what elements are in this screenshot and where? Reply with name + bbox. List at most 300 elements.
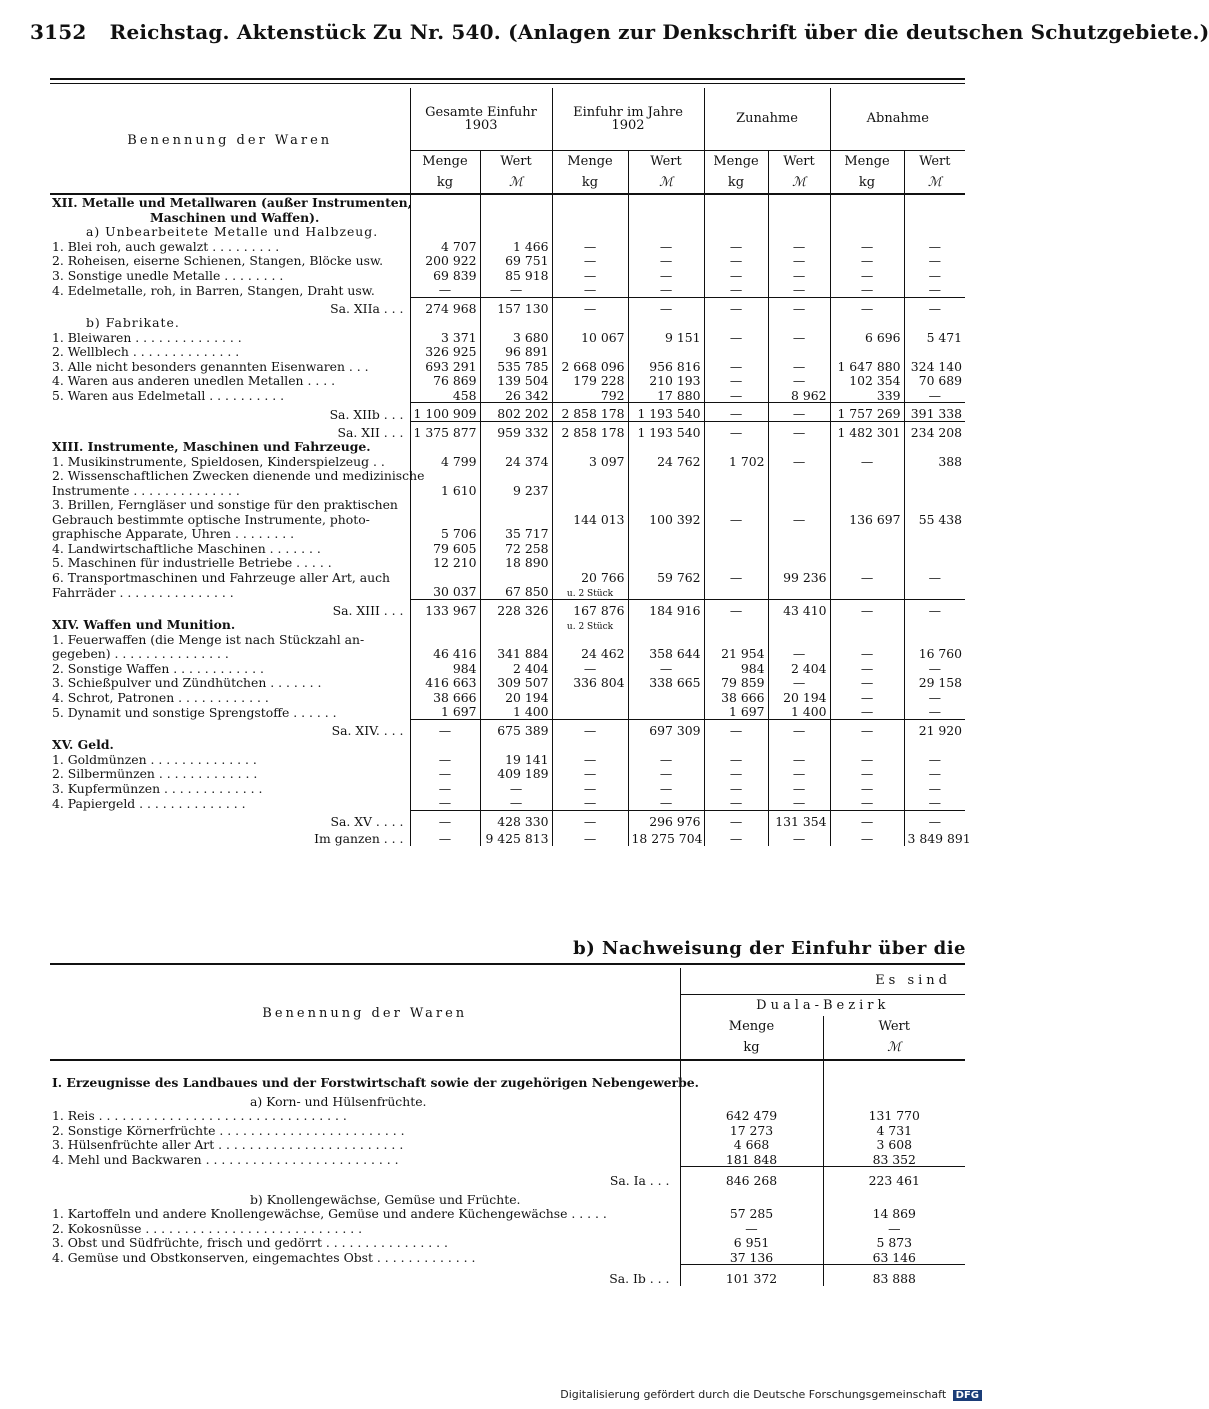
cell-value: — (704, 330, 768, 345)
cell-value (704, 315, 768, 330)
cell-value (768, 224, 830, 239)
cell-value: — (704, 512, 768, 527)
cell-value: — (768, 719, 830, 737)
table-row (50, 512, 965, 527)
cell-value: 30 037 (410, 584, 480, 599)
cell-value: 1 702 (704, 454, 768, 469)
cell-value: — (768, 795, 830, 810)
section-row (50, 737, 965, 752)
cell-value: 675 389 (480, 719, 552, 737)
cell-value: 409 189 (480, 766, 552, 781)
cell-value (628, 690, 704, 705)
cell-value: — (410, 810, 480, 828)
table-row (50, 268, 965, 283)
cell-value: 76 869 (410, 373, 480, 388)
cell-value: 1 697 (704, 704, 768, 719)
cell-value: — (830, 599, 904, 617)
cell-value: — (628, 781, 704, 796)
table-row (50, 483, 965, 498)
goods-label: 4. Landwirtschaftliche Maschinen . . . . . . . (52, 540, 321, 556)
cell-value (480, 632, 552, 647)
cell-value: — (768, 253, 830, 268)
goods-label: 2. Sonstige Körnerfrüchte . . . . . . . . . . . . . . . . . . . . . . . . (52, 1122, 405, 1138)
cell-value: 4 731 (823, 1123, 965, 1138)
cell-value: 296 976 (628, 810, 704, 828)
cell-value (904, 737, 965, 752)
cell-value: 1 400 (768, 704, 830, 719)
cell-value: — (552, 297, 628, 315)
cell-value: 324 140 (904, 359, 965, 374)
cell-value: — (628, 297, 704, 315)
goods-label: 3. Kupfermünzen . . . . . . . . . . . . . (52, 780, 263, 796)
cell-value: — (768, 282, 830, 297)
cell-value (830, 632, 904, 647)
subtotal-row (50, 1167, 965, 1188)
cell-value: — (768, 330, 830, 345)
cell-value: — (704, 828, 768, 846)
val-unit: ℳ (628, 172, 704, 194)
cell-value (768, 617, 830, 632)
cell-value (704, 617, 768, 632)
val-unit: ℳ (480, 172, 552, 194)
table-row (50, 1206, 965, 1221)
cell-value: 234 208 (904, 421, 965, 439)
cell-value (410, 194, 480, 210)
cell-value: 79 859 (704, 675, 768, 690)
table-row (50, 661, 965, 676)
cell-value (704, 737, 768, 752)
table-row (50, 704, 965, 719)
cell-value: 846 268 (680, 1167, 823, 1188)
qty-label: Menge (552, 150, 628, 172)
cell-value (768, 439, 830, 454)
cell-value (480, 315, 552, 330)
table-row (50, 468, 965, 483)
cell-value: — (768, 454, 830, 469)
cell-value: 96 891 (480, 344, 552, 359)
table-row (50, 239, 965, 254)
cell-value (768, 483, 830, 498)
cell-value: — (704, 388, 768, 403)
cell-value (823, 1060, 965, 1090)
cell-value: 100 392 (628, 512, 704, 527)
cell-value (904, 468, 965, 483)
cell-value: — (704, 373, 768, 388)
cell-value: 63 146 (823, 1250, 965, 1265)
table-row (50, 1123, 965, 1138)
cell-value (552, 526, 628, 541)
cell-value: 133 967 (410, 599, 480, 617)
group-header-decrease: Abnahme (830, 88, 965, 150)
cell-value (768, 555, 830, 570)
cell-value (704, 439, 768, 454)
cell-value (628, 541, 704, 556)
cell-value (410, 570, 480, 585)
table-row (50, 766, 965, 781)
table-row (50, 315, 965, 330)
goods-label: Sa. XIIb . . . (329, 406, 404, 422)
qty-label: Menge (704, 150, 768, 172)
goods-label: Instrumente . . . . . . . . . . . . . . (52, 482, 240, 498)
cell-value (480, 497, 552, 512)
cell-value: — (768, 268, 830, 283)
group-header-increase: Zunahme (704, 88, 830, 150)
cell-value: 37 136 (680, 1250, 823, 1265)
cell-value: — (410, 766, 480, 781)
table-row (50, 675, 965, 690)
cell-value (628, 439, 704, 454)
cell-value (552, 541, 628, 556)
cell-value (704, 584, 768, 599)
cell-value (628, 704, 704, 719)
goods-label: 4. Schrot, Patronen . . . . . . . . . . . . (52, 689, 269, 705)
cell-value: 535 785 (480, 359, 552, 374)
cell-value: — (904, 388, 965, 403)
cell-value (768, 632, 830, 647)
cell-value: — (830, 752, 904, 767)
cell-value: — (830, 661, 904, 676)
cell-value (628, 344, 704, 359)
col-goods-header: Benennung der Waren (50, 88, 410, 194)
cell-value: 29 158 (904, 675, 965, 690)
goods-label: Sa. Ib . . . (609, 1271, 670, 1287)
table-row (50, 224, 965, 239)
cell-value: 326 925 (410, 344, 480, 359)
cell-value (704, 483, 768, 498)
cell-value: 55 438 (904, 512, 965, 527)
cell-value: — (704, 359, 768, 374)
cell-value: 102 354 (830, 373, 904, 388)
cell-value: — (904, 599, 965, 617)
cell-value: 181 848 (680, 1152, 823, 1167)
cell-value: — (704, 239, 768, 254)
table-row (50, 497, 965, 512)
table-row (50, 344, 965, 359)
cell-value (904, 315, 965, 330)
cell-value (830, 541, 904, 556)
cell-value: 20 194 (768, 690, 830, 705)
cell-value (628, 224, 704, 239)
cell-value: 339 (830, 388, 904, 403)
cell-value: 3 608 (823, 1137, 965, 1152)
table-row (50, 388, 965, 403)
subtotal-row (50, 297, 965, 315)
cell-value: — (628, 282, 704, 297)
cell-value: 210 193 (628, 373, 704, 388)
cell-value (823, 1188, 965, 1207)
cell-value: 2 858 178 (552, 421, 628, 439)
goods-label: XV. Geld. (52, 737, 114, 753)
cell-value (704, 468, 768, 483)
page-number: 3152 (30, 20, 87, 44)
cell-value: 1 610 (410, 483, 480, 498)
cell-value (680, 1188, 823, 1207)
goods-label: 5. Dynamit und sonstige Sprengstoffe . . . . . . (52, 704, 337, 720)
import-table-b (50, 968, 965, 1286)
cell-value (628, 737, 704, 752)
cell-value: 1 482 301 (830, 421, 904, 439)
goods-label: 2. Sonstige Waffen . . . . . . . . . . . . (52, 660, 264, 676)
goods-label: 1. Kartoffeln und andere Knollengewächse, Gemüse und andere Küchengewächse . . . . . (52, 1206, 607, 1222)
cell-value: 336 804 (552, 675, 628, 690)
cell-value: 984 (410, 661, 480, 676)
cell-value (768, 584, 830, 599)
group-header-1903: Gesamte Einfuhr 1903 (410, 88, 552, 150)
cell-value: — (410, 795, 480, 810)
cell-value (552, 555, 628, 570)
cell-value: 9 237 (480, 483, 552, 498)
cell-value (552, 737, 628, 752)
cell-value: 3 371 (410, 330, 480, 345)
cell-value (410, 224, 480, 239)
cell-value: 228 326 (480, 599, 552, 617)
cell-value (830, 617, 904, 632)
cell-value (552, 224, 628, 239)
cell-value: — (552, 253, 628, 268)
cell-value: — (768, 512, 830, 527)
cell-value: 179 228 (552, 373, 628, 388)
cell-value: 4 707 (410, 239, 480, 254)
footer (560, 1388, 982, 1401)
cell-value: 416 663 (410, 675, 480, 690)
cell-value: 101 372 (680, 1265, 823, 1286)
val-label: Wert (480, 150, 552, 172)
import-table-a (50, 88, 971, 847)
goods-label: XIV. Waffen und Munition. (52, 617, 236, 633)
cell-value: — (768, 239, 830, 254)
cell-value: — (704, 268, 768, 283)
cell-value (768, 210, 830, 225)
cell-value: 24 762 (628, 454, 704, 469)
cell-value: — (823, 1221, 965, 1236)
cell-value: 2 668 096 (552, 359, 628, 374)
table-row (50, 795, 965, 810)
goods-label: 3. Schießpulver und Zündhütchen . . . . . . . (52, 675, 322, 691)
cell-value: 6 951 (680, 1235, 823, 1250)
cell-value: 38 666 (410, 690, 480, 705)
goods-label: 4. Papiergeld . . . . . . . . . . . . . . (52, 795, 246, 811)
goods-label: 3. Sonstige unedle Metalle . . . . . . . . (52, 267, 284, 283)
header-rule-thin (50, 83, 965, 84)
cell-value (552, 690, 628, 705)
goods-label: 2. Wellblech . . . . . . . . . . . . . . (52, 344, 240, 360)
val-unit: ℳ (904, 172, 965, 194)
cell-value: 358 644 (628, 646, 704, 661)
table-row (50, 1137, 965, 1152)
cell-value (628, 210, 704, 225)
cell-value: — (830, 675, 904, 690)
subtotal-row (50, 828, 965, 846)
cell-value (904, 541, 965, 556)
cell-value (680, 1060, 823, 1090)
cell-value: 1 400 (480, 704, 552, 719)
val-label: Wert (768, 150, 830, 172)
val-label-b: Wert (823, 1016, 965, 1036)
cell-value (628, 483, 704, 498)
goods-label: 6. Transportmaschinen und Fahrzeuge aller Art, auch (52, 569, 391, 585)
cell-value: — (904, 570, 965, 585)
goods-label: 5. Maschinen für industrielle Betriebe . . . . . (52, 555, 332, 571)
table-row (50, 752, 965, 767)
cell-value: — (904, 752, 965, 767)
cell-value: — (552, 661, 628, 676)
table-row (50, 1152, 965, 1167)
col-goods-header-b: Benennung der Waren (50, 968, 680, 1060)
cell-value: 69 839 (410, 268, 480, 283)
cell-value: — (704, 253, 768, 268)
table-row (50, 646, 965, 661)
cell-value: — (704, 421, 768, 439)
cell-value: — (704, 403, 768, 422)
cell-value (410, 439, 480, 454)
cell-value: — (552, 810, 628, 828)
cell-value: 83 888 (823, 1265, 965, 1286)
goods-label: 1. Musikinstrumente, Spieldosen, Kinderspielzeug . . (52, 453, 385, 469)
cell-value: 697 309 (628, 719, 704, 737)
cell-value: 46 416 (410, 646, 480, 661)
cell-value: — (768, 781, 830, 796)
goods-label: Sa. XV . . . . (330, 813, 404, 829)
cell-value: — (410, 781, 480, 796)
cell-value: 274 968 (410, 297, 480, 315)
cell-value: 139 504 (480, 373, 552, 388)
cell-value: — (410, 282, 480, 297)
cell-value (680, 1090, 823, 1109)
cell-value: 802 202 (480, 403, 552, 422)
cell-value (552, 632, 628, 647)
table-row (50, 690, 965, 705)
cell-value: 309 507 (480, 675, 552, 690)
cell-value: — (768, 675, 830, 690)
goods-label: 5. Waren aus Edelmetall . . . . . . . . . . (52, 388, 285, 404)
cell-value (768, 468, 830, 483)
cell-value: — (830, 253, 904, 268)
cell-value: 3 680 (480, 330, 552, 345)
cell-value: — (704, 282, 768, 297)
cell-value: u. 2 Stück (552, 584, 628, 599)
cell-value: — (704, 570, 768, 585)
cell-value (704, 555, 768, 570)
cell-value (480, 194, 552, 210)
goods-label: b) Fabrikate. (86, 315, 180, 331)
cell-value: 2 404 (768, 661, 830, 676)
cell-value: 1 100 909 (410, 403, 480, 422)
cell-value: — (480, 781, 552, 796)
cell-value: — (704, 719, 768, 737)
table-row (50, 555, 965, 570)
cell-value: — (768, 766, 830, 781)
cell-value: 338 665 (628, 675, 704, 690)
goods-label: graphische Apparate, Uhren . . . . . . . . (52, 526, 295, 542)
cell-value (480, 439, 552, 454)
cell-value: 24 462 (552, 646, 628, 661)
cell-value (410, 210, 480, 225)
cell-value: 18 890 (480, 555, 552, 570)
cell-value: 428 330 (480, 810, 552, 828)
cell-value: 72 258 (480, 541, 552, 556)
cell-value: — (704, 599, 768, 617)
cell-value: — (768, 752, 830, 767)
goods-label: XIII. Instrumente, Maschinen und Fahrzeuge. (52, 439, 371, 455)
cell-value: 21 920 (904, 719, 965, 737)
cell-value: — (768, 403, 830, 422)
goods-label: XII. Metalle und Metallwaren (außer Instrumenten, (52, 195, 412, 211)
cell-value: 200 922 (410, 253, 480, 268)
cell-value (904, 439, 965, 454)
cell-value (628, 315, 704, 330)
cell-value: — (830, 795, 904, 810)
cell-value (904, 526, 965, 541)
qty-unit: kg (552, 172, 628, 194)
cell-value: — (830, 828, 904, 846)
section-row (50, 1060, 965, 1090)
cell-value: 2 404 (480, 661, 552, 676)
cell-value: 43 410 (768, 599, 830, 617)
cell-value: — (904, 781, 965, 796)
cell-value (904, 584, 965, 599)
cell-value: 5 471 (904, 330, 965, 345)
qty-label: Menge (830, 150, 904, 172)
cell-value: 1 466 (480, 239, 552, 254)
cell-value: 223 461 (823, 1167, 965, 1188)
goods-label: 4. Waren aus anderen unedlen Metallen . . . . (52, 373, 336, 389)
cell-value (628, 555, 704, 570)
table-row (50, 541, 965, 556)
cell-value: — (704, 766, 768, 781)
cell-value: — (830, 766, 904, 781)
cell-value (410, 632, 480, 647)
cell-value (830, 737, 904, 752)
cell-value: — (904, 282, 965, 297)
header-rule-top (50, 78, 965, 80)
cell-value: — (904, 297, 965, 315)
cell-value: — (552, 752, 628, 767)
cell-value: 642 479 (680, 1108, 823, 1123)
cell-value: 131 770 (823, 1108, 965, 1123)
cell-value: — (830, 297, 904, 315)
cell-value (830, 315, 904, 330)
cell-value: 1 647 880 (830, 359, 904, 374)
page-header (30, 20, 1209, 44)
cell-value: 9 151 (628, 330, 704, 345)
cell-value: — (704, 781, 768, 796)
subtotal-row (50, 403, 965, 422)
cell-value (628, 584, 704, 599)
qty-unit: kg (704, 172, 768, 194)
cell-value: — (410, 828, 480, 846)
cell-value (768, 194, 830, 210)
cell-value: u. 2 Stück (552, 617, 628, 632)
cell-value (552, 497, 628, 512)
goods-label: a) Korn- und Hülsenfrüchte. (250, 1093, 427, 1109)
section-row (50, 439, 965, 454)
cell-value: — (552, 795, 628, 810)
cell-value: — (904, 239, 965, 254)
cell-value: — (628, 661, 704, 676)
qty-unit: kg (410, 172, 480, 194)
cell-value: 5 706 (410, 526, 480, 541)
cell-value: 17 273 (680, 1123, 823, 1138)
cell-value: 38 666 (704, 690, 768, 705)
cell-value (830, 526, 904, 541)
cell-value (704, 497, 768, 512)
goods-label: Im ganzen . . . (314, 831, 404, 847)
goods-label: 1. Feuerwaffen (die Menge ist nach Stückzahl an- (52, 631, 365, 647)
cell-value: — (768, 646, 830, 661)
cell-value: — (704, 297, 768, 315)
cell-value (830, 210, 904, 225)
goods-label: a) Unbearbeitete Metalle und Halbzeug. (86, 224, 379, 240)
